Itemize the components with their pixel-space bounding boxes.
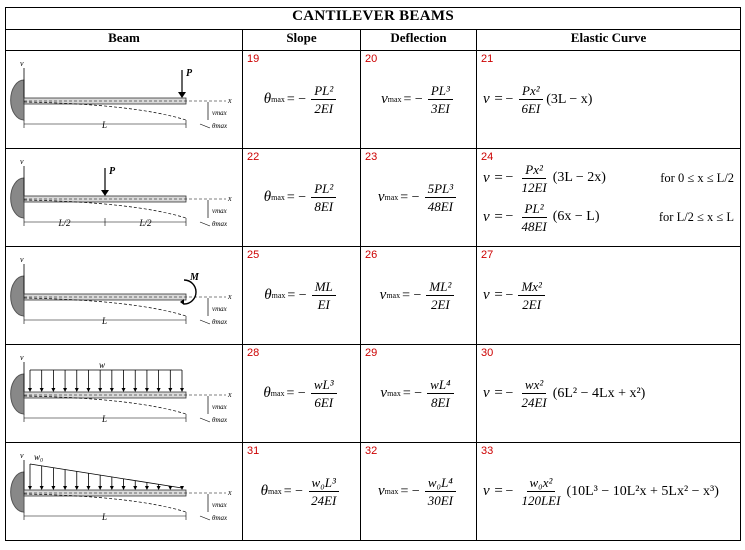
curve-lhs: v =	[483, 208, 504, 225]
deflected-curve	[24, 494, 186, 512]
elastic-curve-line	[483, 162, 740, 195]
table-row	[6, 149, 741, 247]
distributed-load-head	[86, 486, 90, 490]
elastic-curve-lines	[483, 377, 740, 410]
curve-fraction	[518, 201, 549, 234]
table-row	[6, 247, 741, 345]
span-label: L	[102, 120, 108, 130]
deflection-fraction	[428, 83, 453, 116]
formula-number: 23	[365, 151, 378, 163]
deflection-expression	[378, 181, 459, 214]
slope-expression	[261, 475, 343, 508]
elastic-curve-expression	[483, 279, 548, 312]
curve-fraction	[518, 475, 563, 508]
thetamax-label: θmax	[212, 416, 228, 424]
slope-symbol: θ	[264, 287, 272, 303]
equals-minus: = −	[286, 189, 307, 205]
distributed-load-head	[51, 486, 55, 490]
formula-number: 20	[365, 53, 378, 65]
elastic-curve-expression	[483, 162, 606, 195]
equals-minus: = −	[283, 483, 304, 499]
deflection-fraction-denominator: 48EI	[427, 199, 453, 214]
v-axis-label: v	[20, 353, 24, 362]
v-axis-label: v	[20, 59, 24, 68]
slope-fraction-denominator: 24EI	[311, 493, 337, 508]
distributed-load-head	[51, 388, 55, 392]
formula-number: 31	[247, 445, 260, 457]
col-header-beam: Beam	[6, 30, 243, 51]
distributed-load-head	[86, 388, 90, 392]
slope-fraction-numerator: PL²	[311, 181, 336, 198]
curve-lhs: v =	[483, 483, 504, 499]
deflection-symbol: v	[377, 189, 385, 205]
curve-lhs: v =	[483, 91, 504, 107]
distributed-load-head	[133, 486, 137, 490]
equals-minus: = −	[400, 483, 420, 499]
distributed-load-head	[40, 388, 44, 392]
elastic-curve-cell	[477, 51, 741, 149]
equals-minus: = −	[286, 91, 307, 107]
elastic-curve-lines	[483, 162, 740, 234]
v-axis-label: v	[20, 451, 24, 460]
distributed-load-head	[98, 486, 102, 490]
curve-fraction-denominator: 12EI	[521, 179, 547, 195]
x-axis-label: x	[228, 488, 232, 497]
slope-fraction-numerator: wL³	[311, 377, 337, 394]
slope-formula	[243, 345, 360, 442]
elastic-curve-formula	[477, 443, 740, 540]
curve-tail: (6L² − 4Lx + x²)	[552, 385, 646, 401]
slope-subscript: max	[271, 291, 286, 300]
slope-subscript: max	[270, 389, 285, 398]
curve-fraction-numerator: wx²	[522, 377, 546, 394]
elastic-curve-lines	[483, 475, 740, 508]
slope-expression	[263, 377, 339, 410]
slope-expression	[264, 83, 340, 116]
deflection-expression	[378, 475, 459, 508]
deflected-curve	[24, 200, 186, 218]
fixed-wall	[11, 276, 24, 316]
distributed-load-label: w	[99, 360, 106, 370]
deflection-symbol: v	[380, 385, 388, 401]
deflection-formula	[361, 443, 476, 540]
curve-fraction-denominator: 48EI	[521, 218, 547, 234]
curve-fraction-denominator: 120LEI	[521, 493, 561, 508]
col-header-deflection: Deflection	[361, 30, 477, 51]
curve-fraction-numerator: Px²	[519, 83, 543, 100]
beam-cell	[6, 149, 243, 247]
slope-subscript: max	[271, 95, 285, 104]
thetamax-arrow	[200, 516, 210, 520]
deflected-curve	[24, 102, 186, 120]
deflection-formula	[361, 51, 476, 148]
curve-fraction	[518, 279, 545, 312]
distributed-load-head	[28, 388, 32, 392]
elastic-curve-expression	[483, 83, 592, 116]
span-label: L	[102, 414, 108, 424]
distributed-load-head	[145, 486, 149, 490]
slope-formula	[243, 443, 360, 540]
minus-sign: −	[505, 385, 514, 401]
curve-fraction-denominator: 24EI	[521, 395, 547, 410]
elastic-curve-line	[483, 279, 740, 312]
curve-fraction-numerator: Mx²	[518, 279, 545, 296]
beam-cell	[6, 443, 243, 541]
formula-number: 28	[247, 347, 260, 359]
thetamax-arrow	[200, 320, 210, 324]
curve-fraction	[518, 377, 549, 410]
distributed-load-label: w₀	[34, 452, 44, 462]
beam-diagram-svg	[6, 247, 243, 344]
formula-number: 19	[247, 53, 260, 65]
deflection-fraction-denominator: 3EI	[430, 101, 450, 116]
deflection-fraction-numerator: 5PL³	[425, 181, 457, 198]
table-row	[6, 443, 741, 541]
elastic-curve-expression	[483, 377, 645, 410]
formula-number: 29	[365, 347, 378, 359]
table-row	[6, 345, 741, 443]
distributed-load-head	[145, 388, 149, 392]
col-header-elastic-curve: Elastic Curve	[477, 30, 741, 51]
distributed-load-head	[157, 486, 161, 490]
distributed-load-head	[157, 388, 161, 392]
fixed-wall	[11, 178, 24, 218]
curve-tail: (3L − 2x)	[552, 170, 606, 185]
distributed-load-head	[168, 388, 172, 392]
vmax-label: vmax	[212, 207, 227, 215]
slope-cell	[243, 443, 361, 541]
deflection-subscript: max	[386, 291, 401, 300]
slope-symbol: θ	[263, 91, 272, 107]
distributed-load-head	[28, 486, 32, 490]
span-label: L	[102, 512, 108, 522]
deflection-subscript: max	[384, 487, 399, 496]
slope-subscript: max	[268, 487, 282, 496]
elastic-curve-expression	[483, 201, 600, 234]
table-row	[6, 51, 741, 149]
curve-fraction	[518, 83, 543, 116]
slope-cell	[243, 51, 361, 149]
slope-fraction	[311, 377, 337, 410]
slope-fraction	[311, 181, 336, 214]
v-axis-label: v	[20, 255, 24, 264]
elastic-curve-formula	[477, 247, 740, 344]
beam-cell	[6, 247, 243, 345]
point-load-label: P	[186, 68, 193, 79]
thetamax-arrow	[200, 418, 210, 422]
curve-lhs: v =	[483, 287, 504, 303]
slope-cell	[243, 345, 361, 443]
vmax-label: vmax	[212, 403, 227, 411]
distributed-load-head	[110, 486, 114, 490]
curve-lhs: v =	[483, 169, 504, 186]
equals-minus: = −	[286, 385, 306, 401]
deflection-fraction-denominator: 8EI	[430, 395, 450, 410]
elastic-curve-line	[483, 201, 740, 234]
deflected-curve	[24, 396, 186, 414]
deflection-fraction	[425, 475, 456, 508]
minus-sign: −	[505, 91, 514, 107]
slope-fraction-denominator: EI	[317, 297, 330, 312]
formula-number: 33	[481, 445, 494, 457]
slope-cell	[243, 149, 361, 247]
beam-cell	[6, 345, 243, 443]
slope-symbol: θ	[263, 385, 271, 401]
elastic-curve-cell	[477, 345, 741, 443]
thetamax-arrow	[200, 222, 210, 226]
formula-number: 32	[365, 445, 378, 457]
curve-tail: (10L³ − 10L²x + 5Lx² − x³)	[566, 483, 719, 499]
beam-diagram-svg	[6, 443, 243, 540]
slope-symbol: θ	[263, 189, 272, 205]
load-envelope	[30, 464, 182, 488]
deflection-expression	[381, 83, 456, 116]
deflection-fraction-numerator: ML²	[426, 279, 454, 296]
slope-fraction	[311, 83, 336, 116]
elastic-curve-formula	[477, 345, 740, 442]
elastic-curve-lines	[483, 279, 740, 312]
point-load-head	[178, 92, 186, 98]
x-axis-label: x	[228, 292, 232, 301]
minus-sign: −	[505, 209, 514, 224]
deflection-cell	[361, 247, 477, 345]
deflection-subscript: max	[384, 193, 399, 202]
slope-fraction	[312, 279, 336, 312]
table-title: CANTILEVER BEAMS	[6, 8, 741, 30]
elastic-curve-cell	[477, 443, 741, 541]
distributed-load-head	[110, 388, 114, 392]
slope-formula	[243, 247, 360, 344]
curve-tail: (6x − L)	[552, 209, 600, 224]
curve-fraction	[518, 162, 549, 195]
slope-fraction-denominator: 2EI	[314, 101, 334, 116]
distributed-load-head	[122, 486, 126, 490]
thetamax-label: θmax	[212, 318, 228, 326]
x-axis-label: x	[228, 194, 232, 203]
deflection-fraction	[427, 377, 453, 410]
deflection-subscript: max	[387, 389, 401, 398]
deflection-cell	[361, 149, 477, 247]
curve-fraction-denominator: 2EI	[522, 297, 542, 312]
fixed-wall	[11, 374, 24, 414]
distributed-load-head	[98, 388, 102, 392]
thetamax-arrow	[200, 124, 210, 128]
deflection-fraction-numerator: wL⁴	[427, 377, 453, 394]
deflection-fraction-numerator: w₀L⁴	[425, 475, 456, 492]
elastic-curve-line	[483, 83, 740, 116]
elastic-curve-cell	[477, 149, 741, 247]
deflection-fraction-numerator: PL³	[428, 83, 453, 100]
formula-number: 27	[481, 249, 494, 261]
distributed-load-head	[122, 388, 126, 392]
elastic-curve-line	[483, 377, 740, 410]
curve-lhs: v =	[483, 385, 504, 401]
slope-subscript: max	[271, 193, 285, 202]
deflection-symbol: v	[377, 483, 385, 499]
distributed-load-head	[40, 486, 44, 490]
minus-sign: −	[505, 287, 514, 303]
deflection-symbol: v	[381, 91, 388, 107]
x-axis-label: x	[228, 390, 232, 399]
slope-expression	[264, 181, 340, 214]
distributed-load-head	[180, 388, 184, 392]
thetamax-label: θmax	[212, 514, 228, 522]
deflection-cell	[361, 443, 477, 541]
slope-fraction	[308, 475, 339, 508]
deflection-symbol: v	[379, 287, 387, 303]
deflection-expression	[380, 279, 458, 312]
deflection-cell	[361, 345, 477, 443]
deflection-formula	[361, 247, 476, 344]
curve-fraction-numerator: w₀x²	[527, 475, 556, 492]
deflection-formula	[361, 345, 476, 442]
equals-minus: = −	[287, 287, 307, 303]
slope-symbol: θ	[260, 483, 268, 499]
span-label-right: L/2	[139, 218, 152, 228]
slope-formula	[243, 149, 360, 246]
moment-label: M	[190, 272, 199, 283]
elastic-curve-formula	[477, 149, 740, 246]
elastic-curve-expression	[483, 475, 719, 508]
equals-minus: = −	[402, 287, 422, 303]
span-label: L	[102, 316, 108, 326]
slope-formula	[243, 51, 360, 148]
curve-fraction-numerator: PL²	[522, 201, 547, 218]
vmax-label: vmax	[212, 109, 227, 117]
slope-fraction-denominator: 6EI	[314, 395, 334, 410]
curve-fraction-numerator: Px²	[522, 162, 546, 179]
span-label-left: L/2	[58, 218, 71, 228]
slope-expression	[264, 279, 339, 312]
elastic-curve-formula	[477, 51, 740, 148]
table-body	[6, 51, 741, 541]
distributed-load-head	[133, 388, 137, 392]
beam-diagram-svg	[6, 51, 243, 148]
curve-fraction-denominator: 6EI	[521, 101, 541, 116]
beam-diagram-svg	[6, 345, 243, 442]
distributed-load-head	[75, 388, 79, 392]
vmax-label: vmax	[212, 305, 227, 313]
slope-fraction-denominator: 8EI	[314, 199, 334, 214]
deflection-fraction	[425, 181, 457, 214]
equals-minus: = −	[400, 189, 420, 205]
distributed-load-head	[63, 388, 67, 392]
deflection-fraction-denominator: 2EI	[430, 297, 450, 312]
deflection-cell	[361, 51, 477, 149]
formula-number: 22	[247, 151, 260, 163]
fixed-wall	[11, 80, 24, 120]
elastic-curve-lines	[483, 83, 740, 116]
slope-fraction-numerator: PL²	[311, 83, 336, 100]
thetamax-label: θmax	[212, 122, 228, 130]
thetamax-label: θmax	[212, 220, 228, 228]
col-header-slope: Slope	[243, 30, 361, 51]
cantilever-beams-table	[5, 7, 741, 541]
fixed-wall	[11, 472, 24, 512]
formula-number: 30	[481, 347, 494, 359]
formula-number: 26	[365, 249, 378, 261]
beam-cell	[6, 51, 243, 149]
beam-diagram-svg	[6, 149, 243, 246]
equals-minus: = −	[403, 91, 423, 107]
formula-number: 21	[481, 53, 494, 65]
elastic-curve-cell	[477, 247, 741, 345]
point-load-label: P	[109, 166, 116, 177]
curve-condition: for 0 ≤ x ≤ L/2	[660, 170, 735, 185]
deflection-fraction-denominator: 30EI	[427, 493, 454, 508]
minus-sign: −	[505, 483, 514, 499]
distributed-load-head	[63, 486, 67, 490]
v-axis-label: v	[20, 157, 24, 166]
formula-number: 24	[481, 151, 494, 163]
deflection-subscript: max	[387, 95, 402, 104]
point-load-head	[101, 190, 109, 196]
minus-sign: −	[505, 170, 514, 185]
slope-fraction-numerator: w₀L³	[309, 475, 339, 492]
equals-minus: = −	[402, 385, 423, 401]
deflection-formula	[361, 149, 476, 246]
slope-cell	[243, 247, 361, 345]
x-axis-label: x	[228, 96, 232, 105]
deflection-expression	[380, 377, 456, 410]
curve-condition: for L/2 ≤ x ≤ L	[658, 209, 735, 224]
elastic-curve-line	[483, 475, 740, 508]
deflected-curve	[24, 298, 186, 316]
distributed-load-head	[75, 486, 79, 490]
vmax-label: vmax	[212, 501, 227, 509]
deflection-fraction	[426, 279, 454, 312]
formula-number: 25	[247, 249, 260, 261]
slope-fraction-numerator: ML	[312, 279, 336, 296]
curve-tail: (3L − x)	[546, 91, 593, 107]
